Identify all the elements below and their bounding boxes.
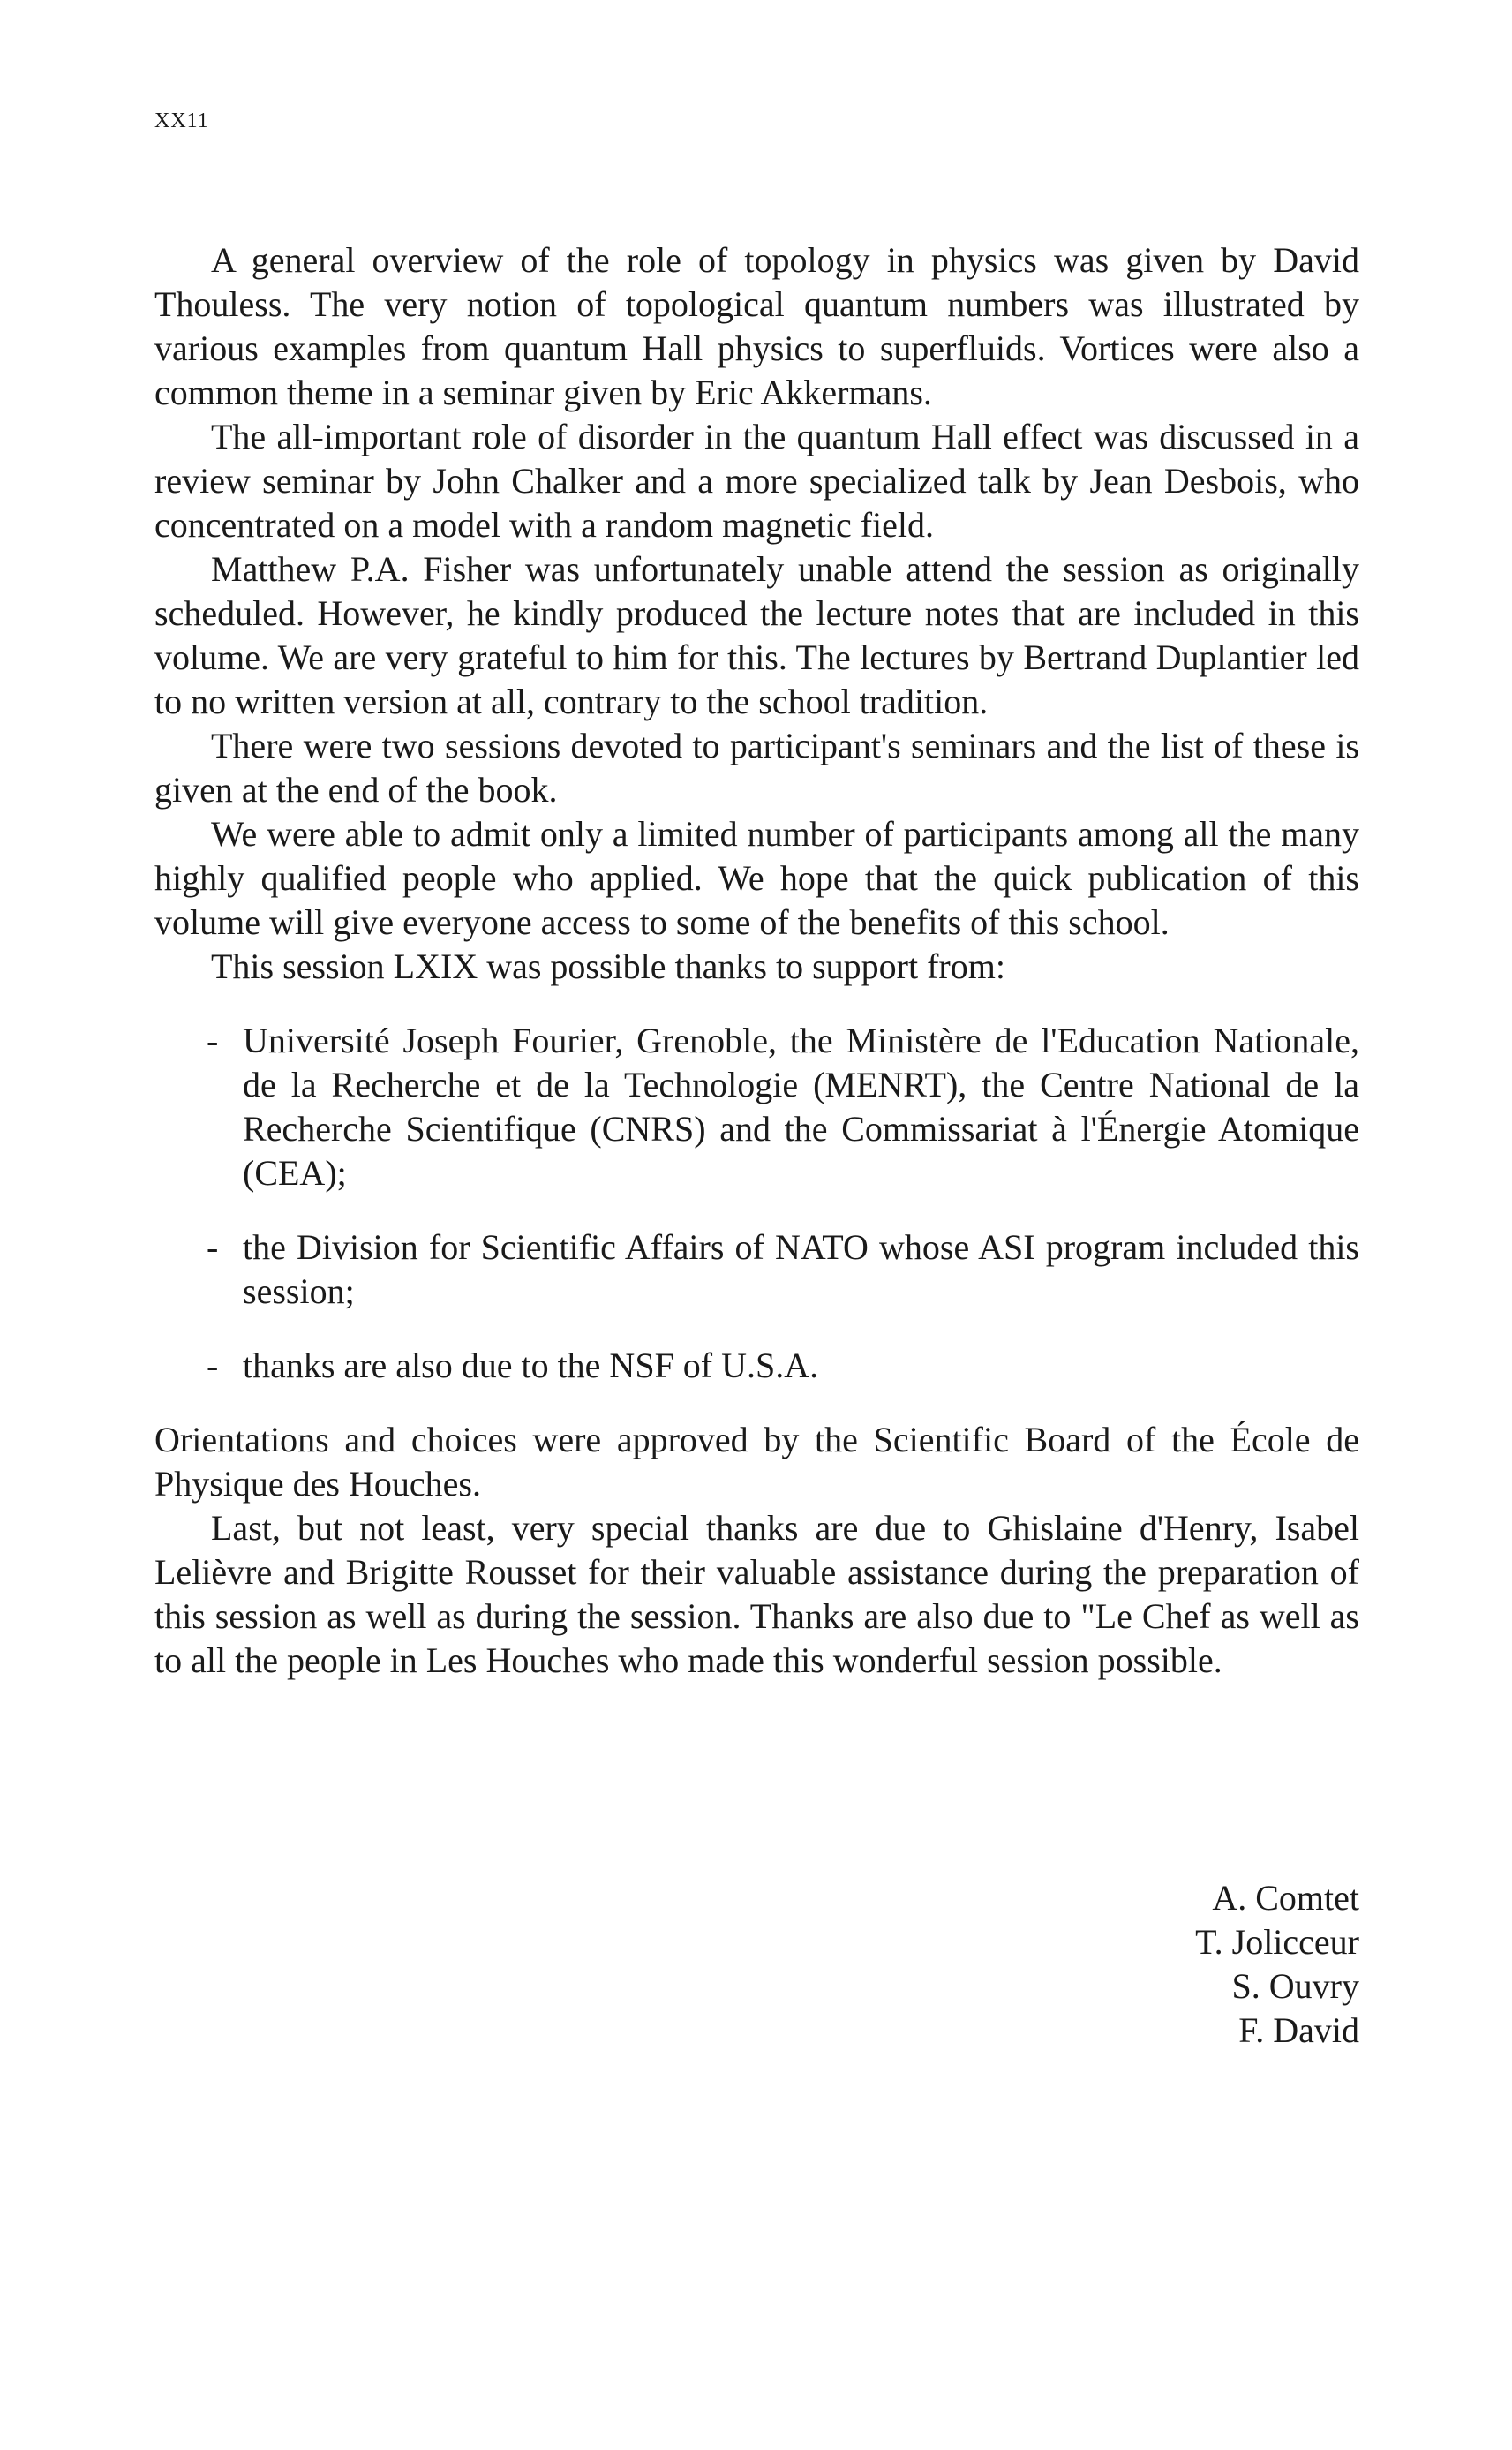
paragraph-disorder: The all-important role of disorder in the quantum Hall effect was discussed in a review seminar by John Chalker and a more specialized talk by Jean Desbois, who concentrated on a model with a random magnetic field. — [154, 417, 1359, 545]
paragraph-participants: We were able to admit only a limited number of participants among all the many highly qualified people who applied. We hope that the quick publication of this volume will give everyone access to some of the benefits of this school. — [154, 814, 1359, 942]
list-bullet: - — [207, 1346, 219, 1385]
page-number: XX11 — [154, 109, 209, 132]
paragraph-fisher-lectures: Matthew P.A. Fisher was unfortunately unable attend the session as originally scheduled. However, he kindly produced the lecture notes that are included in this volume. We are very grateful to him for this. The lectures by Bertrand Duplantier led to no written version at all, contrary to the school tradition. — [154, 549, 1359, 721]
paragraph-topology-overview: A general overview of the role of topology in physics was given by David Thouless. The very notion of topological quantum numbers was illustrated by various examples from quantum Hall physics to superfluids. Vortices were also a common theme in a seminar given by Eric Akkermans. — [154, 240, 1359, 412]
support-item-text: thanks are also due to the NSF of U.S.A. — [243, 1346, 819, 1385]
support-item-nsf — [207, 1344, 1359, 1388]
signature-name: T. Jolicceur — [1195, 1922, 1359, 1962]
signature-block — [1195, 1876, 1359, 2053]
paragraph-scientific-board: Orientations and choices were approved by the Scientific Board of the École de Physique des Houches. — [154, 1420, 1359, 1504]
body-text — [154, 238, 1359, 1683]
support-item-nato — [207, 1225, 1359, 1314]
paragraph-participant-seminars: There were two sessions devoted to participant's seminars and the list of these is given at the end of the book. — [154, 726, 1359, 810]
support-item-universite — [207, 1019, 1359, 1195]
list-bullet: - — [207, 1021, 219, 1060]
support-item-text: Université Joseph Fourier, Grenoble, the Ministère de l'Education Nationale, de la Recherche et de la Technologie (MENRT), the Centre National de la Recherche Scientifique (CNRS) and the Commissariat à l'Énergie Atomique (CEA); — [243, 1021, 1359, 1193]
paragraph-support-intro: This session LXIX was possible thanks to support from: — [211, 946, 1005, 986]
paragraph-acknowledgements: Last, but not least, very special thanks are due to Ghislaine d'Henry, Isabel Lelièvre and Brigitte Rousset for their valuable assistance during the preparation of this session as well as during the session. Thanks are also due to "Le Chef as well as to all the people in Les Houches who made this wonderful session possible. — [154, 1508, 1359, 1680]
signature-name: A. Comtet — [1212, 1878, 1359, 1918]
support-list — [154, 1019, 1359, 1388]
list-bullet: - — [207, 1227, 219, 1267]
support-item-text: the Division for Scientific Affairs of NATO whose ASI program included this session; — [243, 1227, 1359, 1311]
signature-name: F. David — [1238, 2010, 1359, 2050]
signature-name: S. Ouvry — [1231, 1966, 1359, 2006]
